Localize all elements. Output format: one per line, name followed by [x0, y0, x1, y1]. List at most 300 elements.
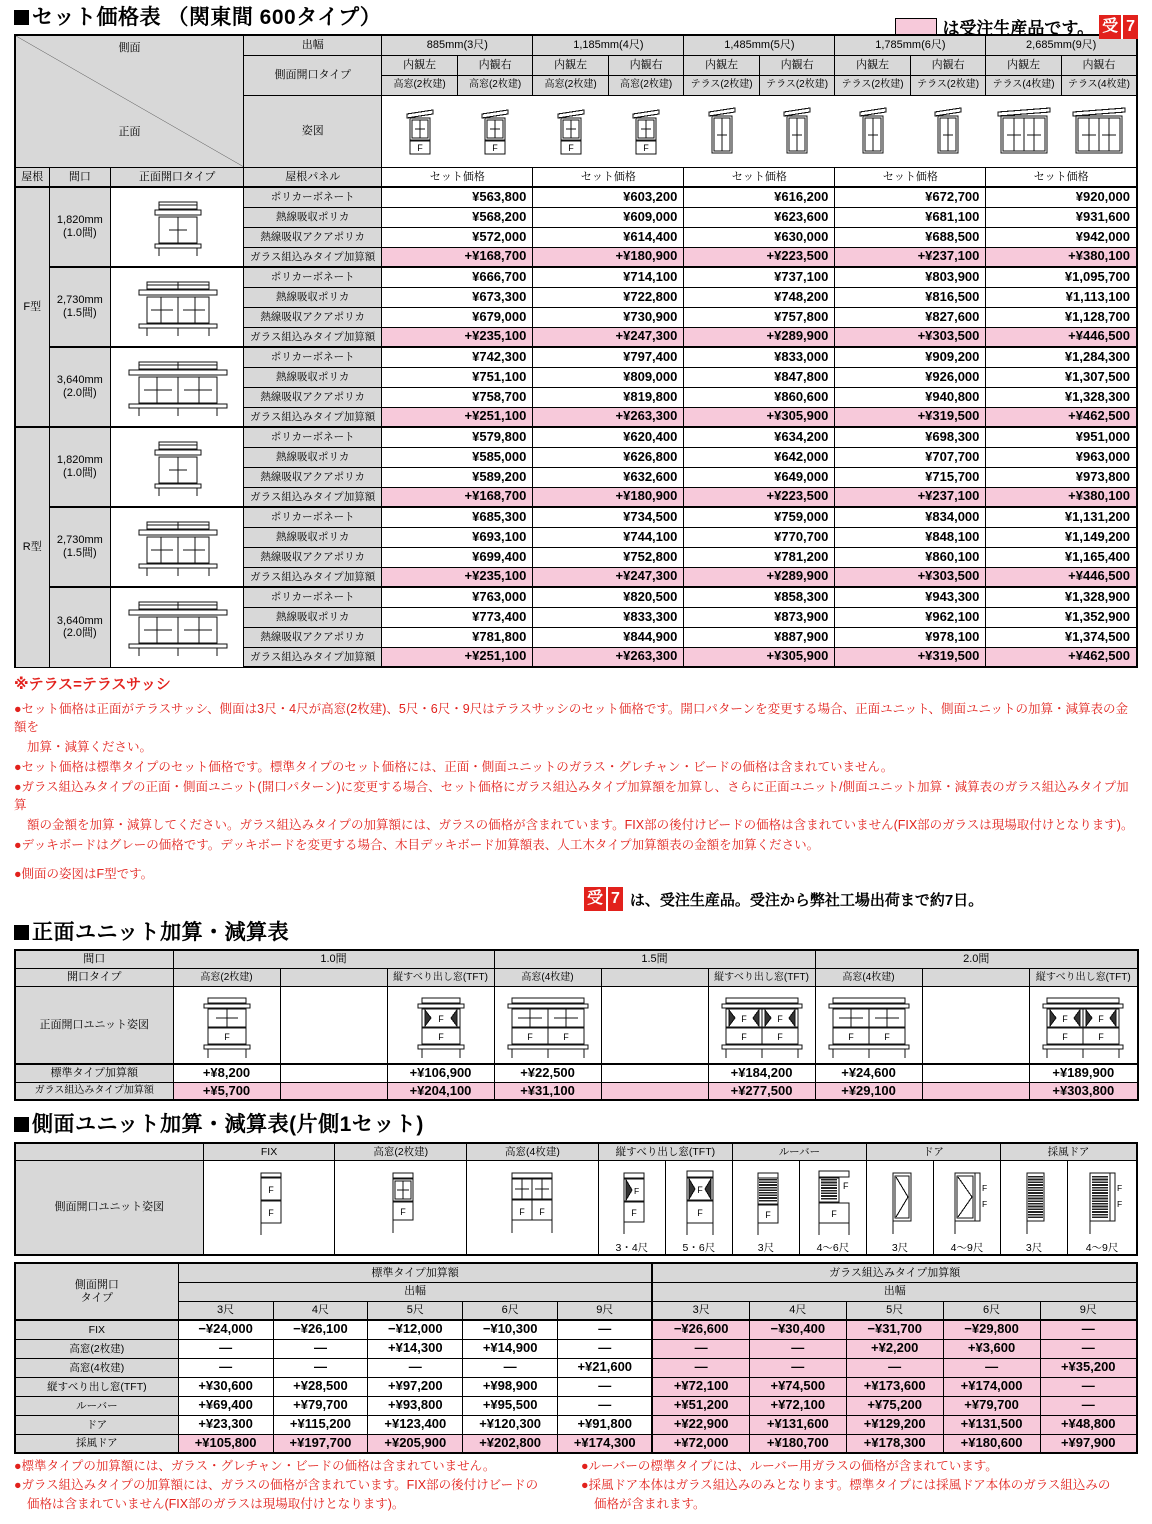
footnote-line: ●採風ドア本体はガラス組込みのみとなります。標準タイプには採風ドア本体のガラス組込みの: [581, 1478, 1111, 1493]
glass-price-cell: —: [1040, 1339, 1137, 1358]
std-price-cell: +¥30,600: [178, 1377, 273, 1396]
price-cell: ¥1,149,200: [986, 527, 1137, 547]
glass-price-cell: +¥97,900: [1040, 1434, 1137, 1453]
price-cell: +¥289,900: [684, 327, 835, 347]
price-cell: ¥803,900: [835, 267, 986, 287]
price-cell: ¥847,800: [684, 367, 835, 387]
footnote-line: ●標準タイプの加算額には、ガラス・グレチャン・ビードの価格は含まれていません。: [14, 1459, 496, 1474]
svg-text:F: F: [1098, 1032, 1105, 1043]
roof-panel-cell: ポリカーボネート: [244, 347, 382, 367]
front-unit-title: [14, 921, 1138, 944]
price-cell: ¥1,328,300: [986, 387, 1137, 407]
price-cell: +¥263,300: [533, 407, 684, 427]
roof-panel-cell: 熱線吸収アクアポリカ: [244, 627, 382, 647]
price-cell: ¥572,000: [382, 227, 533, 247]
front-open-type-header: 高窓(4枚建): [494, 968, 601, 986]
side-unit-figure-caption: 4〜9尺: [1085, 1242, 1119, 1255]
svg-text:F: F: [643, 143, 649, 154]
std-price-cell: +¥93,800: [368, 1396, 463, 1415]
elevation-figure-cell: [1061, 95, 1137, 167]
std-price-cell: +¥174,300: [558, 1434, 653, 1453]
price-cell: +¥251,100: [382, 647, 533, 667]
glass-price-cell: +¥75,200: [846, 1396, 943, 1415]
price-cell: ¥589,200: [382, 467, 533, 487]
std-price-cell: —: [558, 1320, 653, 1339]
table-row: [15, 507, 1137, 527]
front-elevation-cell: [111, 267, 244, 347]
glass-add-value: +¥31,100: [494, 1082, 601, 1100]
svg-text:F: F: [539, 1207, 546, 1218]
side-unit-price-table: [14, 1262, 1138, 1454]
std-price-cell: —: [558, 1396, 653, 1415]
glass-price-cell: —: [749, 1358, 846, 1377]
glass-price-cell: +¥173,600: [846, 1377, 943, 1396]
price-cell: ¥699,400: [382, 547, 533, 567]
set-price-header: セット価格: [835, 167, 986, 187]
svg-text:F: F: [268, 1208, 274, 1219]
price-sheet-page: [0, 6, 1152, 1524]
glass-price-cell: —: [943, 1358, 1040, 1377]
maguchi-cell: 2,730mm (1.5間): [49, 267, 111, 347]
svg-text:F: F: [740, 1032, 747, 1043]
svg-text:F: F: [765, 1210, 771, 1221]
side-open-type-cell: 高窓(4枚建): [15, 1358, 178, 1377]
front-open-type-header: 縦すべり出し窓(TFT): [708, 968, 815, 986]
price-cell: ¥642,000: [684, 447, 835, 467]
std-price-header: 標準タイプ加算額: [178, 1263, 652, 1282]
roof-panel-cell: ガラス組込みタイプ加算額: [244, 647, 382, 667]
std-add-value: [601, 1064, 708, 1082]
set-price-table: [14, 34, 1138, 668]
row-label-sugata: 姿図: [244, 95, 382, 167]
price-cell: ¥666,700: [382, 267, 533, 287]
footnote-line: ●ルーバーの標準タイプには、ルーバー用ガラスの価格が含まれています。: [581, 1459, 998, 1474]
front-unit-title-text: 正面ユニット加算・減算表: [32, 921, 290, 945]
glass-price-cell: −¥31,700: [846, 1320, 943, 1339]
side-open-type-header: 高窓(4枚建): [467, 1143, 599, 1161]
dehaba-header-glass: 出幅: [652, 1282, 1137, 1301]
maguchi-cell: 2,730mm (1.5間): [49, 507, 111, 587]
footnotes-left: [14, 1457, 571, 1514]
elevation-figure-cell: [910, 95, 986, 167]
price-cell: ¥943,300: [835, 587, 986, 607]
price-cell: ¥1,128,700: [986, 307, 1137, 327]
side-unit-figure-cell: [732, 1161, 799, 1256]
price-cell: ¥833,000: [684, 347, 835, 367]
std-price-cell: —: [178, 1339, 273, 1358]
price-cell: ¥797,400: [533, 347, 684, 367]
glass-price-header: ガラス組込みタイプ加算額: [652, 1263, 1137, 1282]
view-header: 内観右: [608, 55, 684, 75]
price-cell: ¥649,000: [684, 467, 835, 487]
price-cell: +¥462,500: [986, 647, 1137, 667]
glass-add-value: [280, 1082, 387, 1100]
svg-text:F: F: [1062, 1014, 1069, 1025]
std-add-value: +¥189,900: [1029, 1064, 1138, 1082]
glass-price-cell: +¥2,200: [846, 1339, 943, 1358]
glass-price-cell: —: [1040, 1320, 1137, 1339]
glass-price-cell: −¥29,800: [943, 1320, 1040, 1339]
price-cell: +¥168,700: [382, 487, 533, 507]
maguchi-cell: 1,820mm (1.0間): [49, 427, 111, 507]
elevation-figure-cell: [986, 95, 1062, 167]
front-unit-figure-cell: [280, 986, 387, 1064]
roof-panel-cell: ポリカーボネート: [244, 507, 382, 527]
price-cell: +¥446,500: [986, 567, 1137, 587]
dehaba-col: 6尺: [463, 1301, 558, 1320]
svg-text:F: F: [982, 1199, 988, 1210]
price-cell: ¥978,100: [835, 627, 986, 647]
side-unit-figure-cell: [866, 1161, 933, 1256]
svg-text:F: F: [633, 1186, 640, 1197]
side-unit-figure-cell: [934, 1161, 1001, 1256]
footnote-line: ●ガラス組込みタイプの加算額には、ガラスの価格が含まれています。FIX部の後付けビードの: [14, 1478, 539, 1493]
svg-text:F: F: [437, 1014, 444, 1025]
elevation-figure-cell: [457, 95, 533, 167]
set-price-header: セット価格: [382, 167, 533, 187]
svg-text:F: F: [492, 143, 498, 154]
price-cell: +¥303,500: [835, 327, 986, 347]
glass-price-cell: —: [1040, 1377, 1137, 1396]
roof-panel-cell: ガラス組込みタイプ加算額: [244, 247, 382, 267]
std-price-cell: +¥14,300: [368, 1339, 463, 1358]
roof-panel-cell: 熱線吸収ポリカ: [244, 207, 382, 227]
elevation-figure-cell: [533, 95, 609, 167]
view-header: 内観左: [533, 55, 609, 75]
std-price-cell: +¥105,800: [178, 1434, 273, 1453]
price-cell: +¥180,900: [533, 487, 684, 507]
side-open-type-header: ドア: [866, 1143, 1000, 1161]
price-cell: ¥819,800: [533, 387, 684, 407]
glass-price-cell: −¥30,400: [749, 1320, 846, 1339]
svg-text:F: F: [831, 1209, 837, 1220]
price-cell: ¥781,200: [684, 547, 835, 567]
row-label-dehaba: 出幅: [244, 35, 382, 55]
price-cell: ¥860,600: [684, 387, 835, 407]
std-price-cell: —: [273, 1339, 368, 1358]
std-price-cell: +¥97,200: [368, 1377, 463, 1396]
view-header: 内観右: [457, 55, 533, 75]
order-badge-2-kanji: 受: [587, 890, 604, 908]
price-cell: +¥305,900: [684, 407, 835, 427]
std-price-cell: +¥21,600: [558, 1358, 653, 1377]
price-cell: +¥319,500: [835, 647, 986, 667]
price-cell: +¥180,900: [533, 247, 684, 267]
price-cell: ¥809,000: [533, 367, 684, 387]
roof-panel-cell: ポリカーボネート: [244, 427, 382, 447]
std-add-value: +¥8,200: [173, 1064, 280, 1082]
price-cell: ¥951,000: [986, 427, 1137, 447]
table-row: [15, 347, 1137, 367]
std-price-cell: +¥205,900: [368, 1434, 463, 1453]
dehaba-header-std: 出幅: [178, 1282, 652, 1301]
price-cell: ¥730,900: [533, 307, 684, 327]
order-badge: [1099, 15, 1138, 39]
price-cell: ¥827,600: [835, 307, 986, 327]
svg-text:F: F: [223, 1032, 230, 1043]
roof-panel-cell: 熱線吸収アクアポリカ: [244, 227, 382, 247]
glass-price-cell: −¥26,600: [652, 1320, 749, 1339]
price-cell: ¥942,000: [986, 227, 1137, 247]
glass-price-cell: +¥72,100: [749, 1396, 846, 1415]
price-cell: ¥568,200: [382, 207, 533, 227]
glass-price-cell: —: [652, 1358, 749, 1377]
std-price-cell: +¥69,400: [178, 1396, 273, 1415]
price-cell: ¥620,400: [533, 427, 684, 447]
price-cell: ¥940,800: [835, 387, 986, 407]
table-row: [15, 1415, 1137, 1434]
made-to-order-legend: [895, 14, 1138, 39]
price-cell: ¥873,900: [684, 607, 835, 627]
open-type-header: 高窓(2枚建): [608, 75, 684, 95]
maguchi-group-header: 2.0間: [815, 950, 1138, 968]
glass-price-cell: +¥79,700: [943, 1396, 1040, 1415]
table-row: [15, 427, 1137, 447]
corner-label-side: 側面: [118, 42, 141, 55]
side-unit-figure-cell: [799, 1161, 866, 1256]
side-unit-figure-caption: 3・4尺: [615, 1242, 649, 1255]
price-cell: ¥673,300: [382, 287, 533, 307]
std-price-cell: —: [463, 1358, 558, 1377]
price-cell: ¥816,500: [835, 287, 986, 307]
price-cell: ¥734,500: [533, 507, 684, 527]
open-type-header: テラス(2枚建): [835, 75, 911, 95]
view-header: 内観右: [910, 55, 986, 75]
table-row: [15, 1396, 1137, 1415]
glass-price-cell: —: [652, 1339, 749, 1358]
svg-text:F: F: [697, 1208, 703, 1219]
dehaba-header: 1,185mm(4尺): [533, 35, 684, 55]
svg-text:F: F: [982, 1183, 988, 1194]
glass-add-value: +¥204,100: [387, 1082, 494, 1100]
price-cell: ¥707,700: [835, 447, 986, 467]
roof-type-cell: F型: [15, 187, 49, 427]
price-cell: +¥251,100: [382, 407, 533, 427]
price-cell: +¥319,500: [835, 407, 986, 427]
footnotes-right: [581, 1457, 1138, 1514]
side-open-type-cell: ドア: [15, 1415, 178, 1434]
dehaba-header: 1,785mm(6尺): [835, 35, 986, 55]
price-cell: ¥752,800: [533, 547, 684, 567]
glass-add-value: [922, 1082, 1029, 1100]
std-price-cell: +¥95,500: [463, 1396, 558, 1415]
side-unit-figure-caption: 4〜6尺: [816, 1242, 850, 1255]
price-cell: ¥763,000: [382, 587, 533, 607]
side-unit-title: [14, 1113, 1138, 1136]
price-cell: ¥698,300: [835, 427, 986, 447]
roof-panel-cell: 熱線吸収ポリカ: [244, 287, 382, 307]
std-price-cell: —: [273, 1358, 368, 1377]
std-price-cell: +¥115,200: [273, 1415, 368, 1434]
table-row: [15, 267, 1137, 287]
price-cell: ¥585,000: [382, 447, 533, 467]
price-cell: ¥887,900: [684, 627, 835, 647]
glass-price-cell: +¥131,500: [943, 1415, 1040, 1434]
price-cell: ¥757,800: [684, 307, 835, 327]
front-open-type-header: 縦すべり出し窓(TFT): [387, 968, 494, 986]
view-header: 内観右: [1061, 55, 1137, 75]
price-cell: ¥630,000: [684, 227, 835, 247]
front-open-type-header: 高窓(4枚建): [815, 968, 922, 986]
std-add-value: +¥184,200: [708, 1064, 815, 1082]
price-cell: ¥737,100: [684, 267, 835, 287]
side-open-type-cell: FIX: [15, 1320, 178, 1339]
table-row: [15, 1377, 1137, 1396]
note-line: ●側面の姿図はF型です。: [14, 866, 154, 881]
price-cell: +¥462,500: [986, 407, 1137, 427]
roof-panel-cell: 熱線吸収アクアポリカ: [244, 307, 382, 327]
price-cell: ¥1,165,400: [986, 547, 1137, 567]
price-cell: +¥237,100: [835, 247, 986, 267]
label-open-type: 開口タイプ: [15, 968, 173, 986]
front-open-type-header: 縦すべり出し窓(TFT): [1029, 968, 1138, 986]
price-cell: +¥380,100: [986, 247, 1137, 267]
view-header: 内観左: [835, 55, 911, 75]
price-cell: ¥834,000: [835, 507, 986, 527]
set-price-header: セット価格: [986, 167, 1137, 187]
roof-panel-cell: 熱線吸収アクアポリカ: [244, 467, 382, 487]
price-cell: ¥1,352,900: [986, 607, 1137, 627]
table-row: [15, 1320, 1137, 1339]
table-row: [15, 1434, 1137, 1453]
price-cell: ¥781,800: [382, 627, 533, 647]
price-cell: ¥833,300: [533, 607, 684, 627]
price-cell: ¥579,800: [382, 427, 533, 447]
price-cell: ¥1,307,500: [986, 367, 1137, 387]
dehaba-col: 4尺: [273, 1301, 368, 1320]
price-cell: ¥1,095,700: [986, 267, 1137, 287]
dehaba-header: 2,685mm(9尺): [986, 35, 1137, 55]
roof-panel-cell: ポリカーボネート: [244, 267, 382, 287]
price-cell: +¥237,100: [835, 487, 986, 507]
price-cell: ¥844,900: [533, 627, 684, 647]
glass-price-cell: +¥48,800: [1040, 1415, 1137, 1434]
pink-swatch: [895, 18, 937, 35]
open-type-header: 高窓(2枚建): [382, 75, 458, 95]
price-cell: ¥616,200: [684, 187, 835, 207]
side-unit-figure-cell: [598, 1161, 665, 1256]
side-unit-figure-cell: [467, 1161, 599, 1256]
footnote-line: 価格は含まれていません(FIX部のガラスは現場取付けとなります)。: [27, 1497, 405, 1512]
svg-text:F: F: [519, 1207, 526, 1218]
price-cell: ¥1,374,500: [986, 627, 1137, 647]
price-cell: +¥305,900: [684, 647, 835, 667]
col-label-front-open-type: 正面開口タイプ: [111, 167, 244, 187]
price-cell: +¥380,100: [986, 487, 1137, 507]
note-line: 額の金額を加算・減算してください。ガラス組込みタイプの加算額には、ガラスの価格が含まれています。FIX部の後付けビードの価格は含まれていません(FIX部のガラスは現場取付けとなります)。: [27, 818, 1134, 833]
open-type-header: 高窓(2枚建): [533, 75, 609, 95]
std-price-cell: +¥23,300: [178, 1415, 273, 1434]
elevation-figure-cell: [608, 95, 684, 167]
table-row: [15, 187, 1137, 207]
std-price-cell: —: [178, 1358, 273, 1377]
glass-price-cell: +¥72,000: [652, 1434, 749, 1453]
glass-price-cell: +¥180,700: [749, 1434, 846, 1453]
table-corner: [15, 35, 244, 167]
price-cell: ¥1,131,200: [986, 507, 1137, 527]
elevation-figure-cell: [382, 95, 458, 167]
price-cell: ¥715,700: [835, 467, 986, 487]
glass-price-cell: +¥72,100: [652, 1377, 749, 1396]
std-price-cell: —: [558, 1339, 653, 1358]
view-header: 内観左: [684, 55, 760, 75]
side-unit-title-text: 側面ユニット加算・減算表(片側1セット): [32, 1113, 424, 1137]
dehaba-header: 1,485mm(5尺): [684, 35, 835, 55]
open-type-header: テラス(2枚建): [910, 75, 986, 95]
std-price-cell: —: [558, 1377, 653, 1396]
price-cell: ¥909,200: [835, 347, 986, 367]
front-unit-figure-cell: [922, 986, 1029, 1064]
open-type-header: 高窓(2枚建): [457, 75, 533, 95]
glass-price-cell: +¥174,000: [943, 1377, 1040, 1396]
side-open-type-header: FIX: [203, 1143, 335, 1161]
glass-add-value: +¥303,800: [1029, 1082, 1138, 1100]
glass-price-cell: +¥131,600: [749, 1415, 846, 1434]
side-unit-figure-caption: 3尺: [891, 1242, 909, 1255]
std-price-cell: +¥14,900: [463, 1339, 558, 1358]
price-cell: ¥748,200: [684, 287, 835, 307]
price-cell: ¥609,000: [533, 207, 684, 227]
side-unit-figure-table: [14, 1142, 1138, 1257]
dehaba-col: 9尺: [558, 1301, 653, 1320]
elevation-figure-cell: [835, 95, 911, 167]
table-row: [15, 1339, 1137, 1358]
price-cell: ¥672,700: [835, 187, 986, 207]
maguchi-cell: 3,640mm (2.0間): [49, 347, 111, 427]
glass-price-cell: —: [846, 1358, 943, 1377]
svg-text:F: F: [268, 1185, 274, 1196]
bullet-square-icon-3: [14, 1117, 29, 1132]
std-add-value: [922, 1064, 1029, 1082]
maguchi-cell: 1,820mm (1.0間): [49, 187, 111, 267]
price-cell: ¥770,700: [684, 527, 835, 547]
front-elevation-cell: [111, 427, 244, 507]
front-elevation-cell: [111, 187, 244, 267]
col-label-maguchi: 間口: [49, 167, 111, 187]
std-add-value: +¥24,600: [815, 1064, 922, 1082]
price-cell: +¥168,700: [382, 247, 533, 267]
roof-panel-cell: ポリカーボネート: [244, 587, 382, 607]
price-cell: +¥235,100: [382, 567, 533, 587]
svg-text:F: F: [1098, 1014, 1105, 1025]
price-cell: ¥962,100: [835, 607, 986, 627]
footnote-line: 価格が含まれます。: [594, 1497, 706, 1512]
glass-add-value: [601, 1082, 708, 1100]
std-price-cell: −¥26,100: [273, 1320, 368, 1339]
dehaba-col: 3尺: [652, 1301, 749, 1320]
price-cell: +¥247,300: [533, 327, 684, 347]
std-price-cell: +¥197,700: [273, 1434, 368, 1453]
svg-text:F: F: [437, 1032, 444, 1043]
glass-price-cell: +¥3,600: [943, 1339, 1040, 1358]
front-unit-figure-cell: [601, 986, 708, 1064]
side-open-type-cell: 縦すべり出し窓(TFT): [15, 1377, 178, 1396]
maguchi-group-header: 1.5間: [494, 950, 815, 968]
side-open-type-header: 高窓(2枚建): [335, 1143, 467, 1161]
price-cell: ¥722,800: [533, 287, 684, 307]
price-cell: +¥235,100: [382, 327, 533, 347]
open-type-header: テラス(2枚建): [759, 75, 835, 95]
std-add-value: +¥106,900: [387, 1064, 494, 1082]
price-cell: +¥446,500: [986, 327, 1137, 347]
price-cell: ¥920,000: [986, 187, 1137, 207]
front-open-type-header: [280, 968, 387, 986]
glass-price-cell: +¥129,200: [846, 1415, 943, 1434]
dehaba-header: 885mm(3尺): [382, 35, 533, 55]
note-line: ●ガラス組込みタイプの正面・側面ユニット(開口パターン)に変更する場合、セット価格にガラス組込みタイプ加算額を加算し、さらに正面ユニット/側面ユニット加算・減算表のガラス組込みタイプ加算: [14, 779, 1129, 813]
glass-price-cell: +¥74,500: [749, 1377, 846, 1396]
note-line: ●セット価格は標準タイプのセット価格です。標準タイプのセット価格には、正面・側面ユニットのガラス・グレチャン・ビードの価格は含まれていません。: [14, 759, 894, 774]
